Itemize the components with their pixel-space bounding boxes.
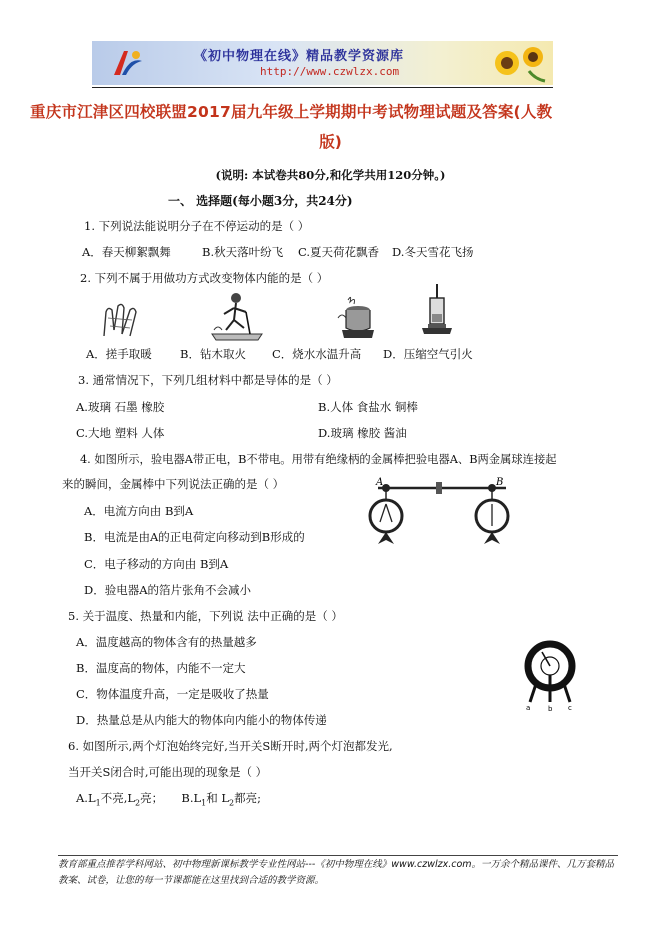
fig-label-a: a <box>526 704 531 712</box>
fig-label-b: b <box>548 705 553 712</box>
q5-option-b: B．温度高的物体，内能不一定大 <box>76 661 246 675</box>
q6-sub-2: 2 <box>135 798 141 808</box>
electroscope-figure <box>368 474 516 554</box>
boiling-water-image <box>334 294 378 340</box>
q4-option-d: D．验电器A的箔片张角不会减小 <box>84 583 252 597</box>
q6-sub-2b: 2 <box>229 798 235 808</box>
q2-option-d: D．压缩空气引火 <box>383 347 473 361</box>
q5-stem: 5. 关于温度、热量和内能，下列说 法中正确的是（ ） <box>68 609 343 623</box>
q1-option-d: D.冬天雪花飞扬 <box>392 245 474 259</box>
q3-option-b: B.人体 食盐水 铜棒 <box>318 400 418 414</box>
q5-option-a: A．温度越高的物体含有的热量越多 <box>76 635 257 649</box>
q6-options <box>76 790 261 807</box>
q5-option-d: D．热量总是从内能大的物体向内能小的物体传递 <box>76 713 327 727</box>
q2-stem: 2. 下列不属于用做功方式改变物体内能的是（ ） <box>80 271 329 285</box>
exam-note: (说明: 本试卷共80分,和化学共用120分钟。) <box>215 168 446 182</box>
q4-option-b: B．电流是由A的正电荷定向移动到B形成的 <box>84 530 305 544</box>
q3-option-d: D.玻璃 橡胶 酱油 <box>318 426 407 440</box>
q3-option-c: C.大地 塑料 人体 <box>76 426 165 440</box>
q6-option-a-middle: 不亮,L <box>100 791 135 805</box>
q1-option-c: C.夏天荷花飘香 <box>298 245 380 259</box>
document-title-continued: 版) <box>319 133 342 151</box>
q3-stem: 3. 通常情况下，下列几组材料中都是导体的是（ ） <box>78 373 338 387</box>
site-logo-icon <box>110 47 146 79</box>
q4-option-a: A．电流方向由 B到A <box>84 504 194 518</box>
section-heading: 一、 选择题(每小题3分，共24分) <box>168 194 353 208</box>
header-banner <box>92 41 553 85</box>
q6-option-b-suffix: 都亮; <box>234 791 261 805</box>
q6-stem-line1: 6. 如图所示,两个灯泡始终完好,当开关S断开时,两个灯泡都发光, <box>68 739 393 753</box>
footer-rule <box>58 855 618 856</box>
q6-stem-line2: 当开关S闭合时,可能出现的现象是（ ） <box>68 765 268 779</box>
q3-option-a: A.玻璃 石墨 橡胶 <box>76 400 165 414</box>
potentiometer-figure <box>522 640 578 712</box>
q2-option-c: C．烧水水温升高 <box>272 347 362 361</box>
q5-option-c: C．物体温度升高，一定是吸收了热量 <box>76 687 269 701</box>
q6-option-a-prefix: A.L <box>76 791 96 805</box>
header-rule <box>92 87 553 88</box>
q6-option-b-middle: 和 L <box>206 791 230 805</box>
sunflower-icon <box>489 43 549 83</box>
q1-option-b: B.秋天落叶纷飞 <box>202 245 284 259</box>
air-compression-cylinder-image <box>420 284 454 340</box>
q4-stem-line1: 4. 如图所示，验电器A带正电，B不带电。用带有绝缘柄的金属棒把验电器A、B两金属球连接起 <box>80 453 557 466</box>
q4-stem-line2: 来的瞬间，金属棒中下列说法正确的是（ ） <box>62 477 285 491</box>
document-title: 重庆市江津区四校联盟2017届九年级上学期期中考试物理试题及答案(人教 <box>30 103 553 121</box>
fig-label-c: c <box>568 704 572 712</box>
q2-option-b: B．钻木取火 <box>180 347 246 361</box>
banner-title: 《初中物理在线》精品教学资源库 <box>194 49 405 64</box>
drilling-wood-fire-image <box>206 290 268 342</box>
q6-option-b-prefix: B.L <box>181 791 202 805</box>
q6-sub-1: 1 <box>95 798 101 808</box>
q6-option-a-suffix: 亮； <box>140 791 164 805</box>
fig-label-b: B <box>496 477 504 488</box>
q2-option-a: A．搓手取暖 <box>86 347 152 361</box>
banner-url[interactable]: http://www.czwlzx.com <box>260 65 400 78</box>
q1-stem: 1. 下列说法能说明分子在不停运动的是（ ） <box>84 219 310 233</box>
footer-text: 教育部重点推荐学科网站、初中物理新课标教学专业性网站---《初中物理在线》www.czwlzx.com。一万余个精品课件、几万套精品教案、试卷，让您的每一节课都能在这里找到合适的教学资源。 <box>58 859 615 886</box>
fig-label-a: A <box>376 477 384 488</box>
q1-option-a: A．春天柳絮飘舞 <box>82 245 171 259</box>
rubbing-hands-image <box>96 300 144 340</box>
q6-sub-1b: 1 <box>201 798 207 808</box>
q4-option-c: C．电子移动的方向由 B到A <box>84 557 229 571</box>
